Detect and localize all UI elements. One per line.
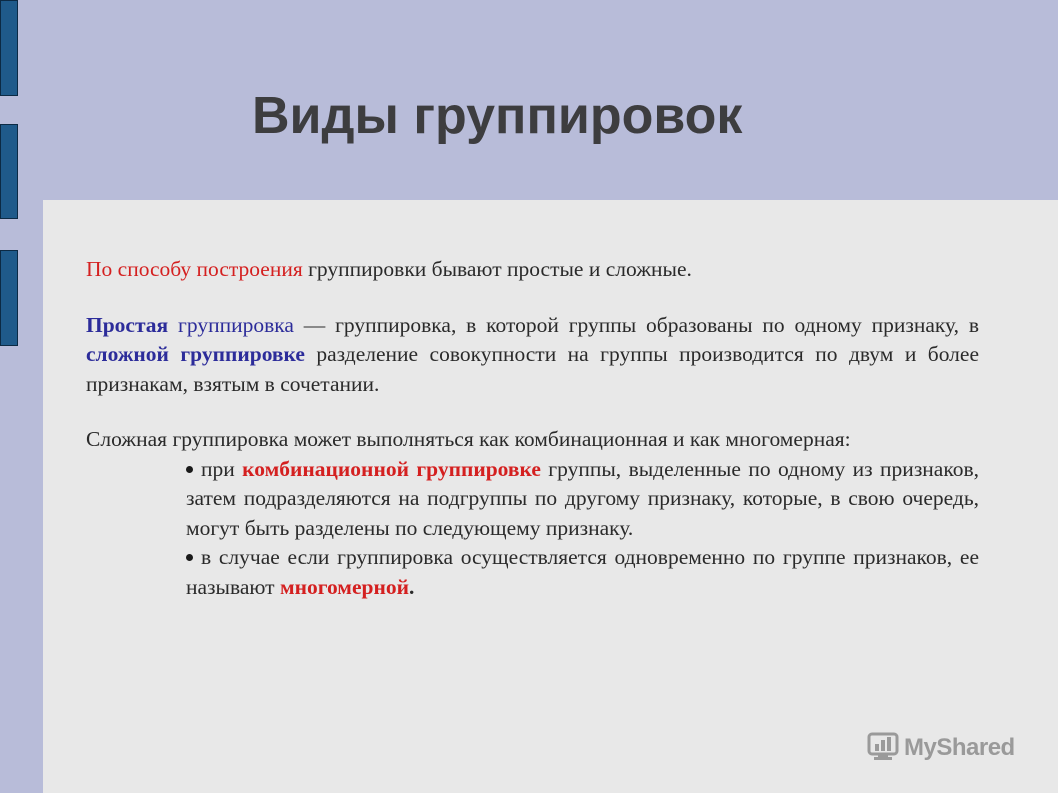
paragraph-definitions bbox=[86, 311, 979, 400]
term-grouping: группировка bbox=[168, 312, 294, 337]
paragraph-construction-method bbox=[86, 255, 979, 285]
bullet-2-pre: в случае если группировка осуществляется одновременно по группе признаков, ее называют bbox=[186, 545, 979, 599]
paragraph-1-text: группировки бывают простые и сложные. bbox=[302, 257, 692, 281]
list-item bbox=[186, 543, 979, 602]
bullet-list bbox=[86, 455, 979, 603]
myshared-watermark bbox=[866, 731, 1015, 765]
slide-body bbox=[86, 255, 979, 602]
list-item bbox=[186, 455, 979, 544]
paragraph-complex-types: Сложная группировка может выполняться как комбинационная и как многомерная: bbox=[86, 427, 851, 451]
bullet-1-pre: при bbox=[201, 456, 243, 481]
bullet-icon bbox=[186, 554, 193, 561]
term-combination-grouping: комбинационной группировке bbox=[242, 456, 541, 481]
paragraph-2-text-2: разделение совокупности на группы производится по двум и более признакам, взятым в сочетании. bbox=[86, 342, 979, 396]
bullet-1-post: группы, выделенные по одному из признаков, затем подразделяются на подгруппы по другому признаку, которые, в свою очередь, могут быть разделены по следующему признаку. bbox=[186, 456, 979, 540]
decorative-bar-1 bbox=[0, 0, 18, 96]
highlight-construction-method: По способу построения bbox=[86, 257, 303, 281]
bullet-2-post: . bbox=[408, 574, 415, 599]
watermark-text: MyShared bbox=[904, 734, 1015, 761]
myshared-logo-icon bbox=[866, 731, 900, 766]
decorative-bar-3 bbox=[0, 250, 18, 346]
decorative-bar-2 bbox=[0, 124, 18, 219]
term-simple: Простая bbox=[86, 312, 169, 337]
paragraph-2-text-1: — группировка, в которой группы образованы по одному признаку, в bbox=[293, 312, 979, 337]
term-multidimensional: многомерной bbox=[279, 574, 409, 599]
slide-title: Виды группировок bbox=[252, 87, 743, 145]
bullet-icon bbox=[186, 466, 193, 473]
term-complex-grouping: сложной группировке bbox=[86, 342, 305, 366]
